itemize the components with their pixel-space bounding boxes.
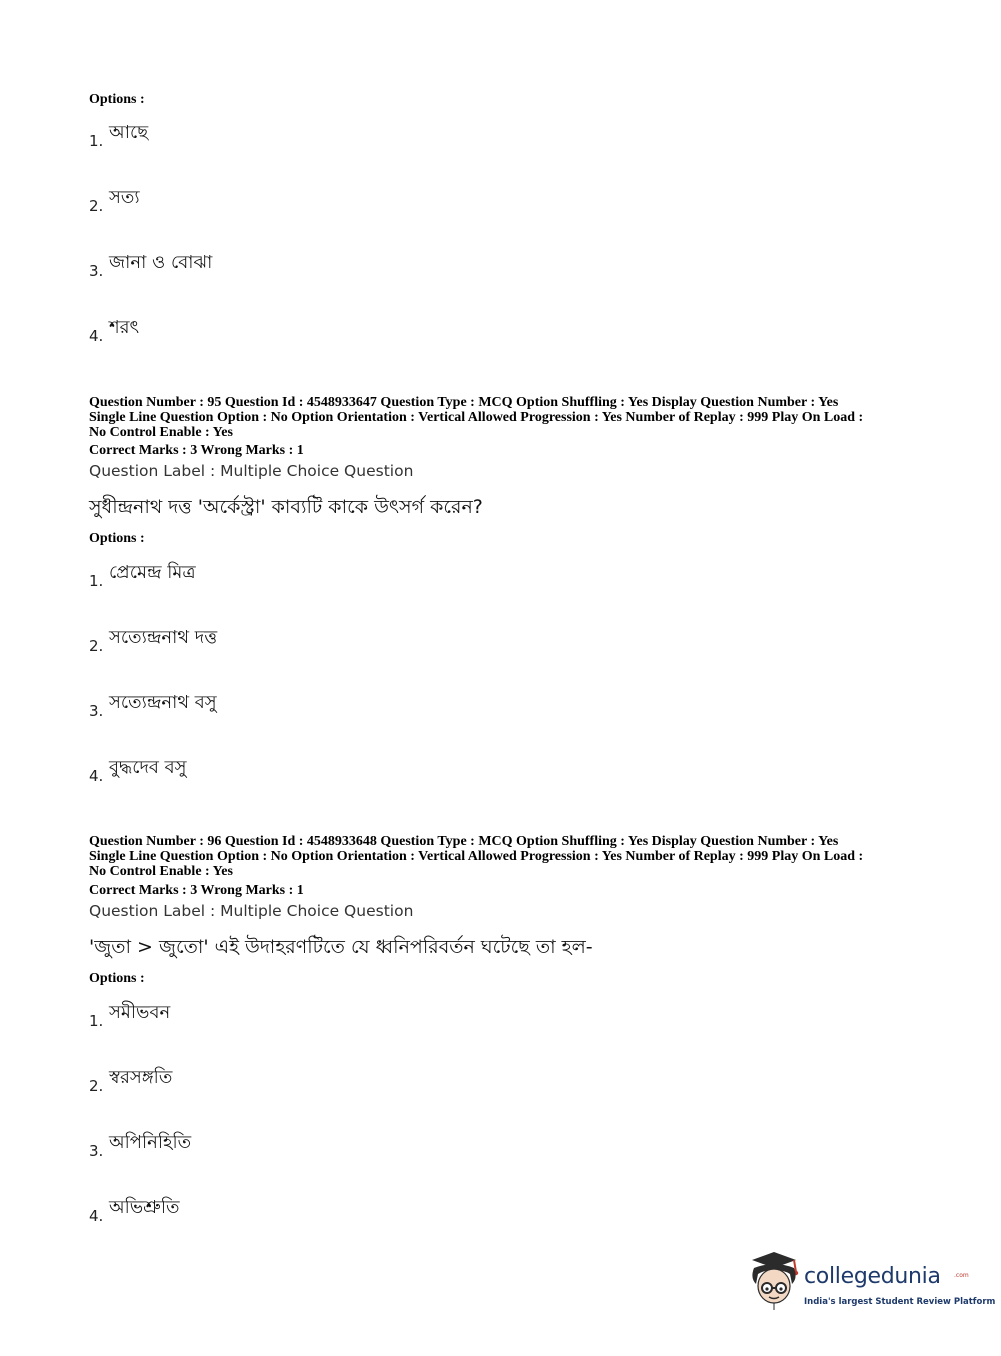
question-marks: Correct Marks : 3 Wrong Marks : 1	[89, 883, 304, 898]
option-text: জানা ও বোঝা	[109, 252, 213, 273]
option-number: 1.	[89, 132, 104, 150]
option-number: 2.	[89, 637, 104, 655]
option-number: 1.	[89, 572, 104, 590]
question-text: সুধীন্দ্রনাথ দত্ত 'অর্কেস্ট্রা' কাব্যটি কাকে উৎসর্গ করেন?	[89, 496, 483, 518]
option-number: 4.	[89, 327, 104, 345]
option-text: স্বরসঙ্গতি	[109, 1067, 173, 1088]
options-label: Options :	[89, 531, 145, 546]
collegedunia-logo	[744, 1250, 996, 1314]
option-number: 4.	[89, 1207, 104, 1225]
option-number: 1.	[89, 1012, 104, 1030]
question-text: 'জুতা > জুতো' এই উদাহরণটিতে যে ধ্বনিপরিবর্তন ঘটেছে তা হল-	[89, 936, 593, 958]
option-number: 2.	[89, 197, 104, 215]
option-text: অপিনিহিতি	[109, 1132, 192, 1153]
option-number: 3.	[89, 262, 104, 280]
question-label: Question Label : Multiple Choice Question	[89, 902, 414, 920]
logo-wordmark: collegedunia	[804, 1264, 941, 1289]
options-label: Options :	[89, 971, 145, 986]
option-text: অভিশ্রুতি	[109, 1197, 180, 1218]
option-text: প্রেমেন্দ্র মিত্র	[109, 562, 196, 583]
option-text: আছে	[109, 122, 149, 143]
question-meta: Question Number : 96 Question Id : 4548933648 Question Type : MCQ Option Shuffling : Yes Display Question Number : Yes Single Line Question Option : No Option Orientation : Vertical Allowed Progression : Yes Number of Replay : 999 Play On Load : No Control Enable : Yes	[89, 834, 864, 879]
option-number: 2.	[89, 1077, 104, 1095]
option-number: 4.	[89, 767, 104, 785]
question-marks: Correct Marks : 3 Wrong Marks : 1	[89, 443, 304, 458]
option-text: সত্যেন্দ্রনাথ বসু	[109, 692, 217, 713]
option-number: 3.	[89, 702, 104, 720]
logo-domain: .com	[954, 1272, 969, 1279]
option-text: বুদ্ধদেব বসু	[109, 757, 187, 778]
option-number: 3.	[89, 1142, 104, 1160]
logo-tagline: India's largest Student Review Platform	[804, 1297, 996, 1307]
option-text: সত্যেন্দ্রনাথ দত্ত	[109, 627, 218, 648]
option-text: সত্য	[109, 187, 140, 208]
options-label: Options :	[89, 92, 145, 107]
question-label: Question Label : Multiple Choice Question	[89, 462, 414, 480]
question-meta: Question Number : 95 Question Id : 4548933647 Question Type : MCQ Option Shuffling : Yes Display Question Number : Yes Single Line Question Option : No Option Orientation : Vertical Allowed Progression : Yes Number of Replay : 999 Play On Load : No Control Enable : Yes	[89, 395, 864, 440]
mascot-icon	[744, 1250, 802, 1310]
option-text: সমীভবন	[109, 1002, 171, 1023]
option-text: শরৎ	[109, 317, 140, 338]
